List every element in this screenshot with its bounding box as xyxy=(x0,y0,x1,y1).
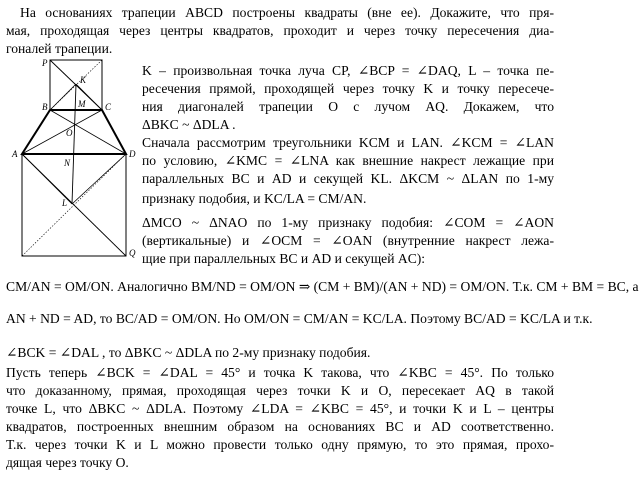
text-line-11: признаку подобия, и KC/LA = CM/AN. xyxy=(142,191,367,206)
text-line-10: параллельных BC и AD и секущей KL. ΔKCM ~ ΔLAN по 1-му xyxy=(142,171,554,186)
text-line-13: (вертикальные) и ∠OCM = ∠OAN (внутренние накрест лежа- xyxy=(142,233,554,248)
text-line-12: ΔMCO ~ ΔNAO по 1-му признаку подобия: ∠COM = ∠AON xyxy=(142,215,554,230)
label-c: C xyxy=(105,102,112,112)
text-line-18: Пусть теперь ∠BCK = ∠DAL = 45° и точка K такова, что ∠KBC = 45°. По только xyxy=(6,365,554,380)
text-line-14: щие при параллельных BC и AD и секущей AC): xyxy=(142,251,426,266)
text-line-22: Т.к. через точки K и L можно провести только одну прямую, то это прямая, прохо- xyxy=(6,437,554,452)
label-n: N xyxy=(64,158,71,168)
text-line-15: CM/AN = OM/ON. Аналогично BM/ND = OM/ON ⇒ (CM + BM)/(AN + ND) = OM/ON. Т.к. CM + BM = BC, а xyxy=(6,279,639,294)
text-line-16: AN + ND = AD, то BC/AD = OM/ON. Но OM/ON = CM/AN = KC/LA. Поэтому BC/AD = KC/LA и т.к. xyxy=(6,311,593,326)
text-line-9: по условию, ∠KMC = ∠LNA как внешние накрест лежащие при xyxy=(142,153,554,168)
label-b: B xyxy=(42,102,48,112)
text-line-5: ресечения прямой, проходящей через точку K и точку пересече- xyxy=(142,81,554,96)
text-line-6: ния диагоналей трапеции O с лучом AQ. Докажем, что xyxy=(142,99,554,114)
text-line-23: дящая через точку O. xyxy=(6,455,129,470)
label-o: O xyxy=(66,128,73,138)
text-line-21: квадратов, построенных внешним образом на основаниях BC и AD соответственно. xyxy=(6,419,554,434)
label-m: M xyxy=(78,99,86,109)
label-q: Q xyxy=(129,248,136,258)
text-line-17: ∠BCK = ∠DAL , то ΔBKC ~ ΔDLA по 2-му признаку подобия. xyxy=(6,345,371,360)
label-a: A xyxy=(12,149,18,159)
text-line-20: точке L, что ΔBKC ~ ΔDLA. Поэтому ∠LDA = ∠KBC = 45°, и точки K и L – центры xyxy=(6,401,554,416)
text-line-1: На основаниях трапеции ABCD построены квадраты (вне ее). Докажите, что пря- xyxy=(20,5,554,20)
text-line-3: гоналей трапеции. xyxy=(6,41,113,56)
line-kl xyxy=(72,84,76,204)
trapezoid-diagram xyxy=(6,56,140,256)
text-line-7: ΔBKC ~ ΔDLA . xyxy=(142,117,236,132)
label-k: K xyxy=(80,75,87,85)
text-line-2: мая, проходящая через центры квадратов, проходит и через точку пересечения диа- xyxy=(6,23,554,38)
text-line-8: Сначала рассмотрим треугольники KCM и LAN. ∠KCM = ∠LAN xyxy=(142,135,554,150)
label-l: L xyxy=(62,198,68,208)
trapezoid-figure xyxy=(6,56,140,256)
text-line-4: K – произвольная точка луча CP, ∠BCP = ∠DAQ, L – точка пе- xyxy=(142,63,554,78)
text-line-19: что доказанному, прямая, проходящая через точки K и O, пересекает AQ в такой xyxy=(6,383,554,398)
label-p: P xyxy=(42,58,48,68)
label-d: D xyxy=(129,149,136,159)
